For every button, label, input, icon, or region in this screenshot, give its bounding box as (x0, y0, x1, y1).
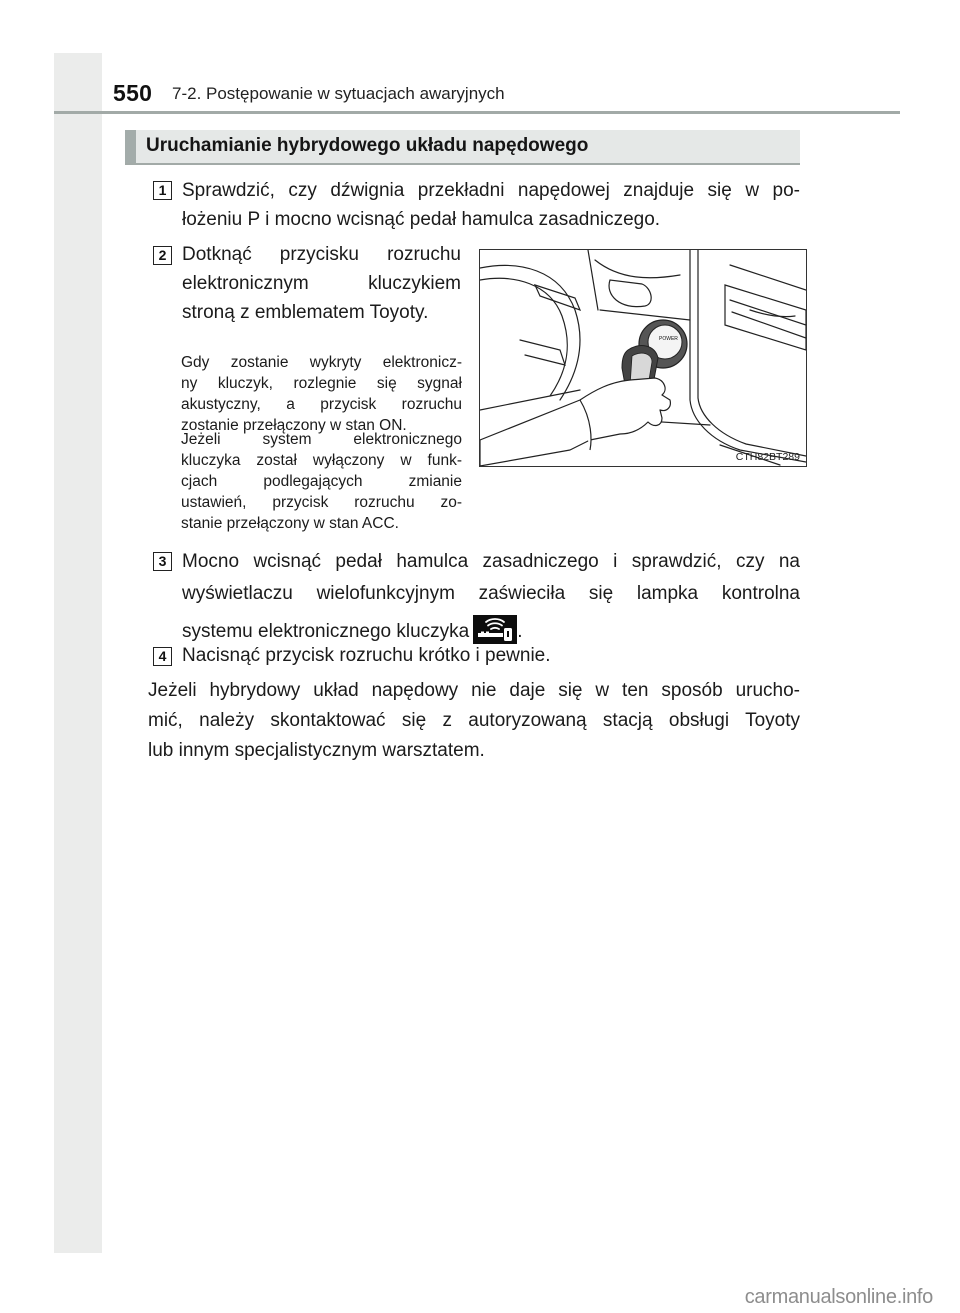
note-line: cjach podlegających zmianie (181, 473, 462, 490)
closing-line: mić, należy skontaktować się z autoryzowaną stacją obsługi Toyoty (148, 710, 800, 731)
step-3-line: Mocno wcisnąć pedał hamulca zasadniczego i sprawdzić, czy na (182, 551, 800, 572)
note-line: kluczyka został wyłączony w funk- (181, 452, 462, 469)
smart-key-indicator-icon (473, 615, 517, 644)
step-1-text (182, 176, 800, 234)
power-button-label: POWER (659, 336, 678, 342)
step-number-2: 2 (153, 246, 172, 265)
step-2-line: Dotknąć przycisku rozruchu (182, 244, 461, 265)
note-line: akustyczny, a przycisk rozruchu (181, 396, 462, 413)
illustration-power-button (479, 249, 807, 467)
step-number-1: 1 (153, 181, 172, 200)
closing-paragraph (148, 676, 800, 766)
step-1-line: Sprawdzić, czy dźwignia przekładni napędowej znajduje się w po- (182, 180, 800, 201)
header-divider (54, 111, 900, 114)
hand-key-illustration (480, 250, 806, 466)
step-3-line: wyświetlaczu wielofunkcyjnym zaświeciła się lampka kontrolna (182, 583, 800, 604)
step-number-3: 3 (153, 552, 172, 571)
figure-code: CTH82BT289 (735, 451, 800, 463)
step-1-line: łożeniu P i mocno wcisnąć pedał hamulca zasadniczego. (182, 209, 661, 230)
step-2-note-1 (181, 352, 462, 436)
note-line: ny kluczyk, rozlegnie się sygnał (181, 375, 462, 392)
page-number: 550 (113, 80, 153, 106)
section-heading (125, 130, 800, 165)
step-3-text (182, 546, 800, 648)
step-number-4: 4 (153, 647, 172, 666)
step-2-note-2 (181, 429, 462, 534)
step-2-line: stroną z emblematem Toyoty. (182, 302, 429, 323)
section-title: Uruchamianie hybrydowego układu napędowego (146, 135, 589, 156)
watermark-link[interactable]: carmanualsonline.info (744, 1286, 933, 1308)
note-line: zostanie przełączony w stan ON. (181, 417, 407, 434)
step-4-line: Nacisnąć przycisk rozruchu krótko i pewnie. (182, 645, 551, 666)
note-line: Jeżeli system elektronicznego (181, 431, 462, 448)
step-4-text (182, 641, 800, 670)
step-2-text (182, 240, 461, 327)
side-thumb-strip (54, 53, 102, 1253)
step-3-punct: . (517, 621, 523, 642)
note-line: Gdy zostanie wykryty elektronicz- (181, 354, 462, 371)
closing-line: Jeżeli hybrydowy układ napędowy nie daje się w ten sposób urucho- (148, 680, 800, 701)
section-heading-accent (125, 130, 136, 163)
note-line: ustawień, przycisk rozruchu zo- (181, 494, 462, 511)
note-line: stanie przełączony w stan ACC. (181, 515, 399, 532)
step-3-line: systemu elektronicznego kluczyka (182, 621, 470, 642)
closing-line: lub innym specjalistycznym warsztatem. (148, 740, 485, 761)
chapter-title: 7-2. Postępowanie w sytuacjach awaryjnych (172, 84, 505, 103)
step-2-line: elektronicznym kluczykiem (182, 273, 461, 294)
